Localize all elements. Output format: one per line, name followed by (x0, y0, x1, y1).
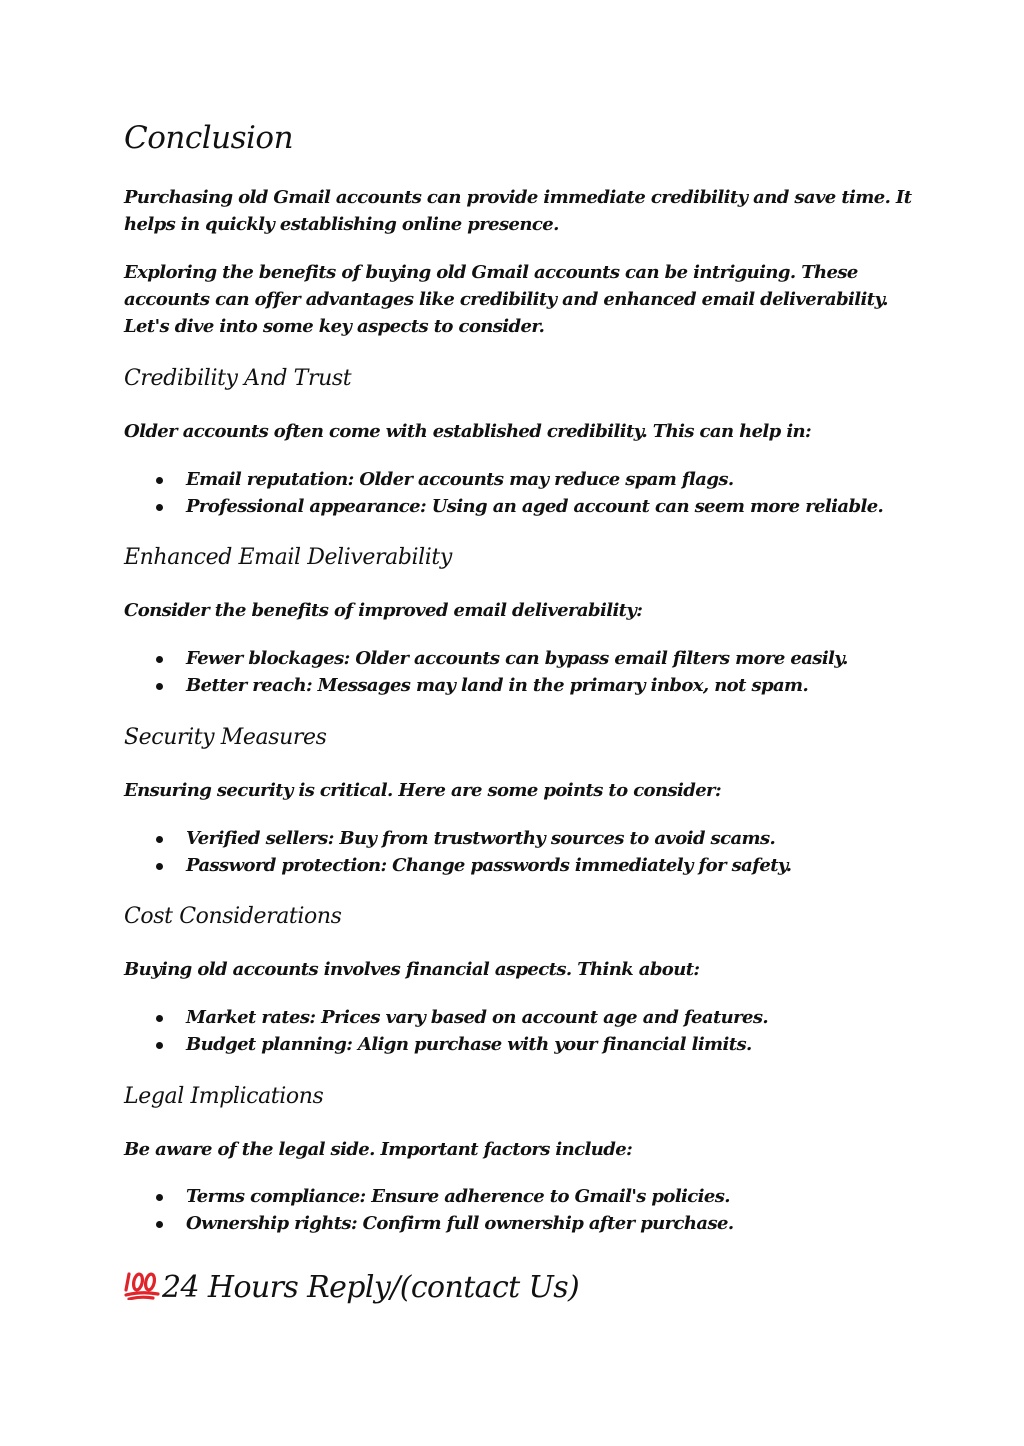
section-heading-legal: Legal Implications (124, 1084, 324, 1109)
hundred-points-icon (124, 1270, 162, 1300)
bullet-list-credibility (156, 466, 883, 520)
intro-paragraph-2: Exploring the benefits of buying old Gmail accounts can be intriguing. These accounts can offer advantages like credibility and enhanced email deliverability. Let's dive into some key aspects to consider. (124, 262, 888, 337)
bullet-list-cost (156, 1004, 768, 1058)
bullet-dot-icon (156, 477, 163, 484)
list-item: Fewer blockages: Older accounts can bypass email filters more easily. (156, 645, 848, 672)
section-heading-security: Security Measures (124, 725, 327, 750)
bullet-list-security (156, 825, 791, 879)
contact-heading (124, 1270, 579, 1305)
bullet-dot-icon (156, 863, 163, 870)
list-item: Verified sellers: Buy from trustworthy sources to avoid scams. (156, 825, 791, 852)
list-item: Ownership rights: Confirm full ownership after purchase. (156, 1210, 734, 1237)
bullet-dot-icon (156, 504, 163, 511)
page-title: Conclusion (124, 120, 294, 156)
list-item: Budget planning: Align purchase with your financial limits. (156, 1031, 768, 1058)
bullet-dot-icon (156, 1194, 163, 1201)
bullet-dot-icon (156, 1042, 163, 1049)
list-item: Terms compliance: Ensure adherence to Gmail's policies. (156, 1183, 734, 1210)
list-item: Market rates: Prices vary based on account age and features. (156, 1004, 768, 1031)
section-heading-deliverability: Enhanced Email Deliverability (124, 545, 452, 570)
list-item: Professional appearance: Using an aged account can seem more reliable. (156, 493, 883, 520)
bullet-dot-icon (156, 656, 163, 663)
intro-paragraph-1: Purchasing old Gmail accounts can provide immediate credibility and save time. It helps in quickly establishing online presence. (124, 187, 912, 235)
section-lead-security: Ensuring security is critical. Here are some points to consider: (124, 780, 721, 801)
bullet-dot-icon (156, 1221, 163, 1228)
bullet-dot-icon (156, 1015, 163, 1022)
bullet-list-legal (156, 1183, 734, 1237)
section-heading-credibility: Credibility And Trust (124, 366, 352, 391)
contact-text: 24 Hours Reply/(contact Us) (162, 1270, 580, 1305)
list-item: Password protection: Change passwords immediately for safety. (156, 852, 791, 879)
bullet-list-deliverability (156, 645, 848, 699)
section-lead-deliverability: Consider the benefits of improved email deliverability: (124, 600, 643, 621)
bullet-dot-icon (156, 683, 163, 690)
section-lead-cost: Buying old accounts involves financial aspects. Think about: (124, 959, 700, 980)
bullet-dot-icon (156, 836, 163, 843)
section-heading-cost: Cost Considerations (124, 904, 342, 929)
list-item: Better reach: Messages may land in the primary inbox, not spam. (156, 672, 848, 699)
section-lead-legal: Be aware of the legal side. Important factors include: (124, 1139, 633, 1160)
section-lead-credibility: Older accounts often come with established credibility. This can help in: (124, 421, 812, 442)
list-item: Email reputation: Older accounts may reduce spam flags. (156, 466, 883, 493)
